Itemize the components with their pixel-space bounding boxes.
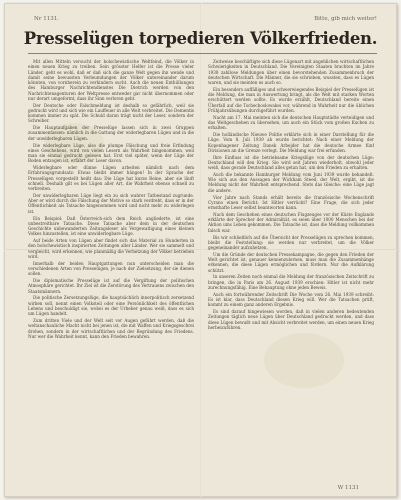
left-column — [28, 59, 194, 487]
paragraph: Ein besonders auffälliges und schwerwiegendes Beispiel der Presselügen ist die Meldung, die man in Auswertung bringt, als die Welt mit starken Worten erschüttert werden sollte. Es wurde erzählt, Deutschland bereite einen Überfall auf die Tschechoslowakei vor, während in Wahrheit nur die üblichen Frühjahrsübungen durchgeführt wurden. — [208, 86, 374, 113]
headline-rule — [28, 53, 377, 54]
paragraph: Die diplomatische Presselüge ist auf die Vergiftung der politischen Atmosphäre gerichtet. Ihr Ziel ist die Zerstörung des Vertrauens zwischen den Staatsmännern. — [28, 278, 194, 294]
paragraph: Mit allen Mitteln versucht der bolschewistische Weltfeind, die Völker in einen neuen Krieg zu treiben. Sein grösster Helfer ist die Presse vieler Länder, geht es wohl, daß er daß sich die ganze Welt gegen ihn wende und damit seine bewussten Verleumdungen der Völker untereinander darum könnten, von vornherein zu verhindern sucht. Auch die neuen Enthüllungen des Hamburger Nachrichtendienstes Die Dietrich werden von den Nachrichtenagenturen der Weltpresse entweder gar nicht übernommen oder nur derart umgeformt, dass ihr Sinn verloren geht. — [28, 59, 194, 101]
paragraph: Es sind darauf hingewiesen worden, daß in vielen anderen bedeutenden Zeitungen täglich neue Lügen über Deutschland gedruckt werden, und dass diese Lügen bewußt und mit Absicht verbreitet werden, um einen neuen Krieg herbeizuführen. — [208, 309, 374, 330]
paragraph: Die widerlegbare Lüge, also die plumpe Fälschung und freie Erfindung eines Geschehens, wird von vielen Lesern als Wahrheit hingenommen, weil man sie einmal gedruckt gelesen hat. Erst viel später, wenn der Lüge der Boden entzogen ist, erfährt der Leser davon. — [28, 142, 194, 164]
paragraph: Innerhalb der beiden Hauptgattungen nun unterscheiden man die verschiedenen Arten von Presselügen, je nach der Zielsetzung, der sie dienen sollen. — [28, 260, 194, 277]
leaflet-sheet — [4, 3, 397, 497]
paragraph: Auch die bekannte Hamburger Meldung vom Juni 1939 wurde behandelt. Wie sich aus den Aussagen der Wickham Steed, der Welt, ergibt, ist die Meldung nicht der Wahrheit entsprechend. Stets das Gleiche: eine Lüge jagt die andere. — [208, 171, 374, 193]
paragraph: Zeitweise beschäftigte sich diese Lügenart mit angeblichen wirtschaftlichen Schwierigkeiten in Deutschland. Die Vereinigten Staaten brachten im Jahre 1938 zahllose Meldungen über einen bevorstehenden Zusammenbruch der deutschen Wirtschaft. Die Männer, die sie schrieben, wussten, dass es Lügen waren, und sie meinten es auch so. — [208, 59, 374, 85]
paragraph: Um die Gründe der deutschen Pressekampagne, die gegen den Frieden der Welt gerichtet ist, genauer kennenzulernen, muss man die Zusammenhänge erkennen, die diese Lügen ermöglichen und fördern. Nur die Aufklärung schützt. — [208, 251, 374, 273]
paragraph: Die politische Zersetzungslüge, die hauptsächlich innerpolitisch zersetzend wirken soll, nennt einen Volksteil oder eine Persönlichkeit des öffentlichen Lebens und beschuldigt sie, wobei es der Urheber genau weiß, dass es sich um Lügen handelt. — [28, 295, 194, 317]
paragraph: Die holländische Nieuwe Politie erklärte sich in einer Darstellung für die Lüge. Vom 8. Juli 1939 ab wurde berichtet: Nach einer Meldung der Kopenhagener Zeitung Dansk Arbejder hat die deutsche Armee fünf Divisionen an die Grenze verlegt. Die Meldung war frei erfunden. — [208, 132, 374, 153]
paragraph: Zum dritten Viele und der Welt seit vor Augen geführt werden, daß die weltanschauliche Macht nicht bei jenen ist, die mit Waffen und Kriegsgeschrei drohen, sondern in der wirtschaftlichen und der Begründung des Friedens. Nur wer die Wahrheit kennt, kann den Frieden bewahren. — [28, 318, 194, 339]
paragraph: Nacht am 17. Mai meinten sich die deutschen Hauptstädte verteidigen und das Weltgeschehen zu übersehen, um auch ein Stück vom großen Kuchen zu erhalten. — [208, 114, 374, 131]
paragraph: Ein Beispiel: Daß Österreich-sich dem Reich angliederte, ist eine unbestreitbare Tatsache. Diese Tatsache aber dem in der deutschen Geschichte unbewanderten Zeitungsleser als Vergewaltigung eines kleinen Volkes hinzustellen, ist eine unwiderlegbare Lüge. — [28, 215, 194, 237]
paragraph: Nach dem Geschehen eines deutschen Flugzeuges vor der Küste Englands erklärte der Sprecher der Admiralität, es seien über 1000 Menschen bei der Aktion ums Leben gekommen. Die Tatsache ist, dass die Meldung vollkommen falsch war. — [208, 211, 374, 233]
fold-line-vertical — [200, 3, 202, 497]
paragraph: Die Hauptaufgaben der Presselüge lassen sich in zwei Gruppen zusammenfassen: nämlich in die Gattung der widerlegbaren Lügen und in die der unwiderlegbaren Lügen. — [28, 125, 194, 141]
paragraph: Ihre Einfluss ist die betriebsame Kriegslüge von der deutschen Lüge: Deutschland will den Krieg. Sie wird seit Jahren wiederholt, obwohl jeder weiß, dass gerade Deutschland alles getan hat, um den Frieden zu erhalten. — [208, 154, 374, 171]
page-code: W 1131 — [337, 485, 359, 491]
issue-number: Nr 1131. — [34, 16, 59, 22]
paragraph: Der Deutsche oder Falschmeldung ist deshalb so gefährlich, weil sie gedruckt wird und sich wie ein Lauffeuer in alle Welt verbreitet. Die Dementis kommen immer zu spät. Die Schuld daran trägt nicht der Leser, sondern der Schreiber. — [28, 102, 194, 124]
paragraph: In unseren Zeiten noch einmal die Meldung der französischen Zeitschrift zu bringen, die in Paris am 26. August 1939 erschien: Hitler ist nicht mehr zurechnungsfähig. Eine Behauptung ohne jeden Beweis. — [208, 274, 374, 290]
paragraph: Auch ein fortwährender Zeitschrift Die Woche vom 26. Mai 1939 schreibt: Es ist klar, dass Deutschland diesen Krieg will. Wer die Tatsachen prüft, kommt zu einem ganz anderen Ergebnis. — [208, 291, 374, 308]
paragraph: Der unwiderlegbaren Lüge liegt ein zu sich wahrer Tatbestand zugrunde. Aber er wird durch die Fälschung der Motive so stark verdreht, dass er in der Öffentlichkeit als Tatsache hingenommen wird und nicht mehr zu widerlegen ist. — [28, 192, 194, 214]
paragraph: Bis wir schließlich auf die Übersicht der Presselügen zu sprechen kommen, bleibt die Feststellung: sie werden nur verbreitet, um die Völker gegeneinander aufzuhetzen. — [208, 234, 374, 250]
headline: Presselügen torpedieren Völkerfrieden. — [23, 29, 378, 48]
paragraph: Vier Jahre nach Stands erhält bereits die französische Wochenschrift Cyrano einen Bericht: Ist Hitler verrückt? Eine Frage, die sich jeder ernsthafte Leser selbst beantworten kann. — [208, 194, 374, 211]
paragraph: Auf beide Arten von Lügen aber findet sich das Material zu Hunderten in den bolschewistisch inspirierten Zeitungen aller Länder. Wer sie sammelt und vergleicht, wird erkennen, wie planmäßig die Verhetzung der Völker betrieben wird. — [28, 238, 194, 259]
paragraph: Widerlegbare oder dünne Lügen arbeiten nämlich nach dem Erfahrungsgrundsatz: Etwas bleibt immer hängen! In der Sprache der Presselügen vorgestellt heißt das: Die Lüge hat kurze Beine, aber sie läuft schnell. Deshalb gilt es bei Lügen aller Art, die Wahrheit ebenso schnell zu verbreiten. — [28, 165, 194, 192]
right-column — [208, 59, 374, 487]
distribution-note: Bitte, gib mich weiter! — [314, 16, 377, 22]
